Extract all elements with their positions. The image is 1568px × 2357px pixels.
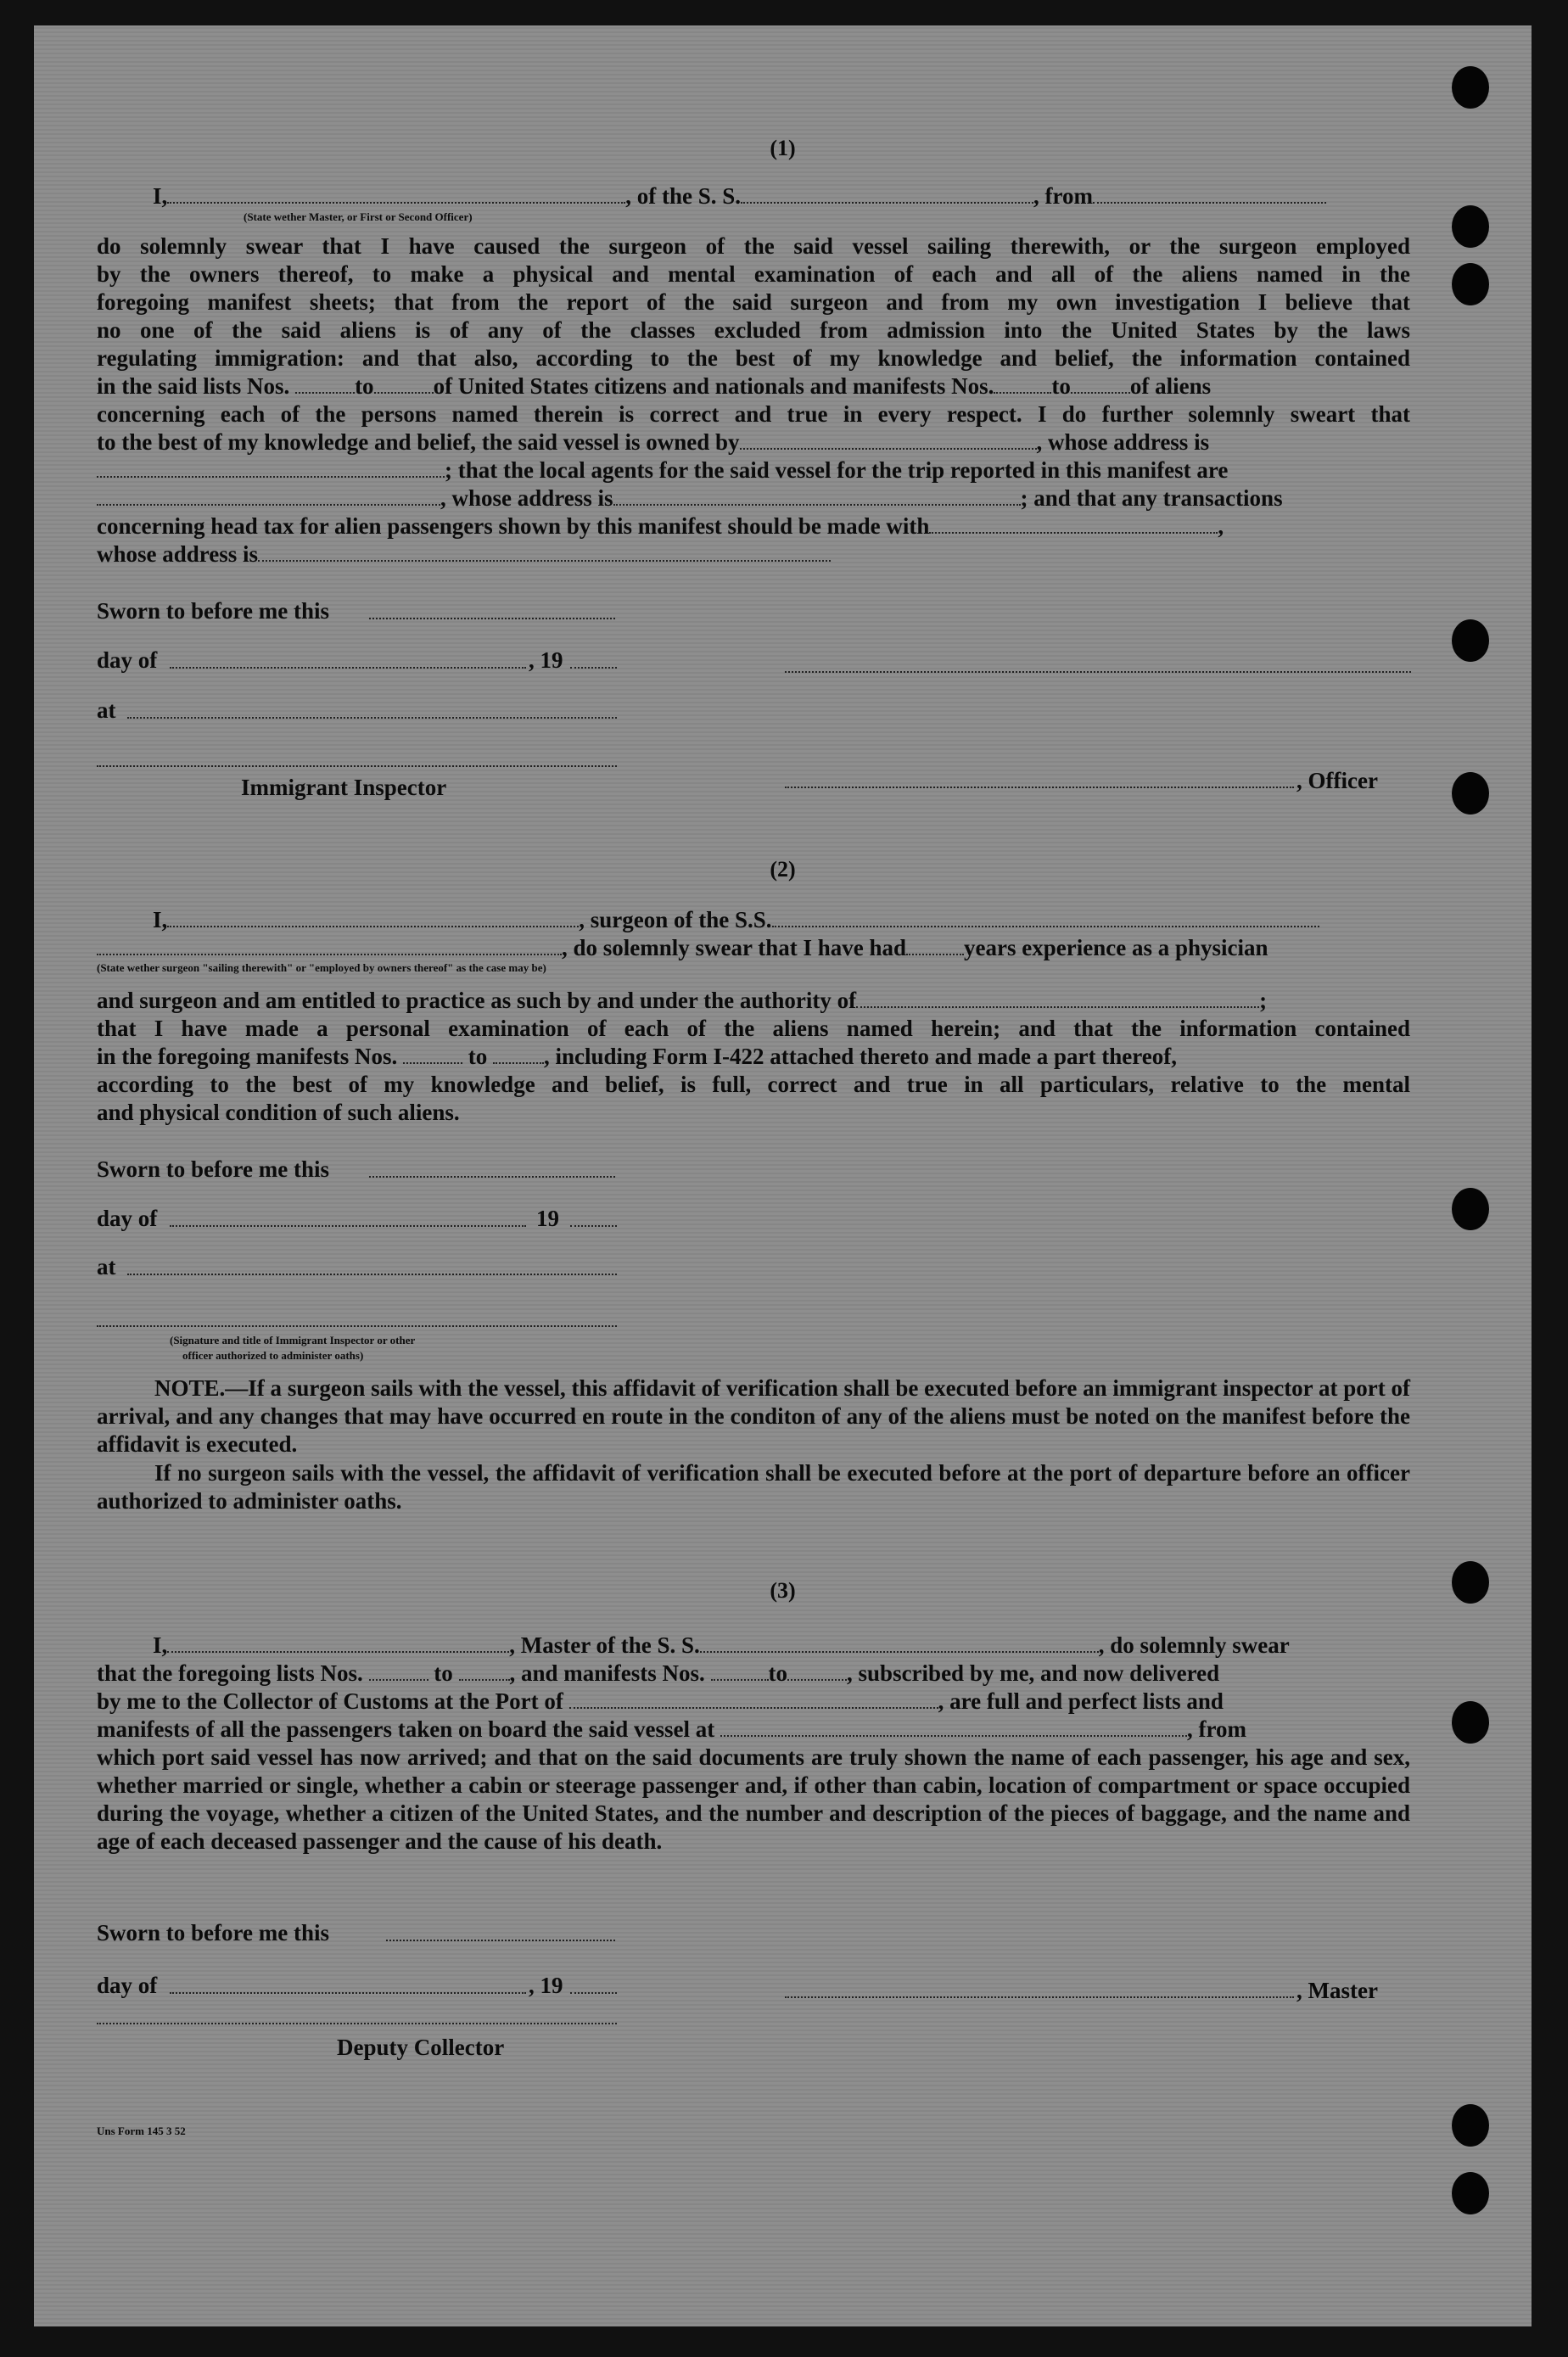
s3-sworn-label: Sworn to before me this — [97, 1920, 329, 1946]
s2-surgeon-note: (State wether surgeon "sailing therewith" or "employed by owners thereof" as the case may be) — [97, 961, 546, 974]
s3-dayof-line — [170, 1989, 526, 1994]
form-page — [34, 25, 1532, 2326]
binder-hole — [1452, 1188, 1489, 1230]
s3-dayof-label: day of — [97, 1973, 158, 1998]
s2-line-7: and physical condition of such aliens. — [97, 1100, 460, 1125]
binder-hole — [1452, 66, 1489, 109]
s2-line-4: that I have made a personal examination of each of the aliens named herein; and that the information contained — [97, 1016, 1410, 1041]
s2-line-6: according to the best of my knowledge and belief, is full, correct and true in all particulars, relative to the mental — [97, 1072, 1410, 1097]
s2-at-label: at — [97, 1254, 116, 1279]
s3-sworn-line — [386, 1936, 615, 1941]
s1-line-7: in the said lists Nos. to of United States citizens and nationals and manifests Nos. to of aliens — [97, 373, 1212, 399]
binder-hole — [1452, 263, 1489, 305]
s2-line-5: in the foregoing manifests Nos. to , including Form I-422 attached thereto and made a part thereof, — [97, 1044, 1177, 1069]
s2-year-label: 19 — [536, 1206, 559, 1231]
s1-inspector-line — [97, 762, 617, 767]
s2-at-line — [127, 1270, 617, 1275]
s1-line-9: to the best of my knowledge and belief, the said vessel is owned by , whose address is — [97, 429, 1210, 455]
s3-collector-label: Deputy Collector — [337, 2035, 505, 2060]
binder-hole — [1452, 619, 1489, 662]
s2-note-paragraph-2: If no surgeon sails with the vessel, the affidavit of verification shall be executed before at the port of departure before an officer authorized to administer oaths. — [97, 1460, 1410, 1514]
s1-at-line — [127, 714, 617, 719]
binder-hole — [1452, 205, 1489, 248]
s1-dayof-label: day of — [97, 647, 158, 673]
s3-master-label: , Master — [1296, 1978, 1378, 2003]
s2-line-3: and surgeon and am entitled to practice as such by and under the authority of ; — [97, 988, 1268, 1013]
s1-signature-line-top — [785, 668, 1411, 673]
s2-note-paragraph: NOTE.—If a surgeon sails with the vessel, this affidavit of verification shall be executed before an immigrant inspector at port of arrival, and any changes that may have occurred en route in the conditon of any of the aliens must be noted on the manifest before the affidavit is executed. — [97, 1375, 1410, 1457]
s3-year-label: , 19 — [529, 1973, 563, 1998]
s1-inspector-label: Immigrant Inspector — [241, 775, 447, 800]
section-3-number: (3) — [770, 1578, 796, 1603]
binder-hole — [1452, 1701, 1489, 1744]
s2-year-line — [570, 1222, 617, 1227]
s1-line-13: whose address is — [97, 540, 1410, 568]
s1-line-8: concerning each of the persons named therein is correct and true in every respect. I do further solemnly sweart that — [97, 401, 1410, 427]
s2-line-1: I, , surgeon of the S.S. — [153, 906, 1410, 934]
s1-sworn-label: Sworn to before me this — [97, 598, 329, 624]
s1-line-1: I, , of the S. S. , from — [153, 182, 1410, 210]
s2-sworn-line — [369, 1173, 615, 1178]
s2-line-2: , do solemnly swear that I have had years experience as a physician — [97, 934, 1410, 962]
s3-line-4: manifests of all the passengers taken on board the said vessel at , from — [97, 1716, 1246, 1742]
s1-year-line — [570, 663, 617, 669]
s1-line-3: by the owners thereof, to make a physical and mental examination of each and all of the aliens named in the — [97, 261, 1410, 287]
s3-body-paragraph: which port said vessel has now arrived; and that on the said documents are truly shown the name of each passenger, his age and sex, whether married or single, whether a cabin or steerage passenger and, if other than cabin, location of compartment or space occupied during the voyage, whether a citizen of the United States, and the number and description of the pieces of baggage, and the name and age of each deceased passenger and the cause of his death. — [97, 1744, 1410, 1854]
s2-sworn-label: Sworn to before me this — [97, 1156, 329, 1182]
binder-hole — [1452, 772, 1489, 815]
s2-dayof-line — [170, 1222, 526, 1227]
s1-year-label: , 19 — [529, 647, 563, 673]
s1-officer-line — [785, 783, 1294, 788]
binder-hole — [1452, 2104, 1489, 2147]
s1-officer-label: , Officer — [1296, 768, 1378, 793]
s1-line-4: foregoing manifest sheets; that from the report of the said surgeon and from my own investigation I believe that — [97, 289, 1410, 315]
s3-master-line — [785, 1993, 1294, 1998]
s2-signature-note-2: officer authorized to administer oaths) — [182, 1349, 364, 1362]
s3-line-2: that the foregoing lists Nos. to , and manifests Nos. to , subscribed by me, and now delivered — [97, 1660, 1220, 1686]
s1-sworn-line — [369, 614, 615, 619]
s1-line-5: no one of the said aliens is of any of the classes excluded from admission into the United States by the laws — [97, 317, 1410, 343]
s1-line-10: ; that the local agents for the said vessel for the trip reported in this manifest are — [97, 456, 1410, 484]
s1-dayof-line — [170, 663, 526, 669]
s3-line-3: by me to the Collector of Customs at the Port of , are full and perfect lists and — [97, 1688, 1224, 1714]
section-2-number: (2) — [770, 857, 796, 882]
s1-line-11: , whose address is ; and that any transactions — [97, 484, 1410, 512]
s2-dayof-label: day of — [97, 1206, 158, 1231]
s1-at-label: at — [97, 697, 116, 723]
s1-officer-note: (State wether Master, or First or Second Officer) — [244, 210, 473, 223]
s1-line-2: do solemnly swear that I have caused the surgeon of the said vessel sailing therewith, or the surgeon employed — [97, 233, 1410, 259]
s2-signature-note-1: (Signature and title of Immigrant Inspector or other — [170, 1334, 416, 1346]
form-number: Uns Form 145 3 52 — [97, 2125, 186, 2137]
s3-year-line — [570, 1989, 617, 1994]
s2-signature-line — [97, 1322, 617, 1327]
s1-line-12: concerning head tax for alien passengers shown by this manifest should be made with , — [97, 513, 1224, 539]
section-1-number: (1) — [770, 136, 796, 160]
binder-hole — [1452, 2172, 1489, 2214]
s3-collector-line — [97, 2019, 617, 2024]
s1-line-6: regulating immigration: and that also, according to the best of my knowledge and belief, the information contained — [97, 345, 1410, 371]
s3-line-1: I, , Master of the S. S. , do solemnly swear — [153, 1632, 1290, 1658]
